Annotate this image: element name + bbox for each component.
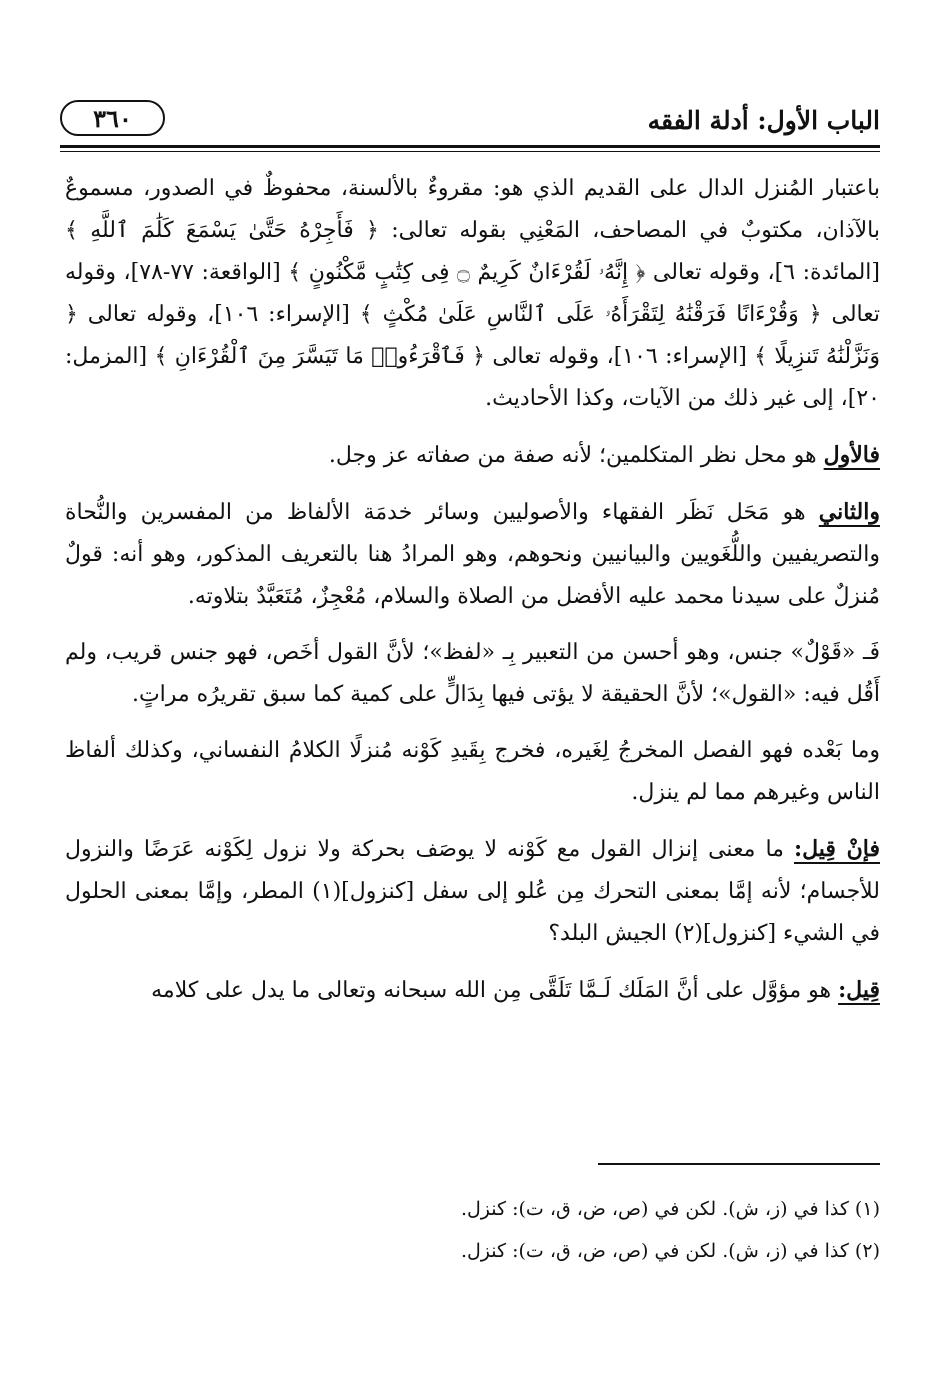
footnotes: [65, 1195, 880, 1279]
header-rule-thick: [60, 145, 880, 148]
paragraph-text: وما بَعْده فهو الفصل المخرجُ لِغَيره، فخرج بِقَيدِ كَوْنه مُنزلًا الكلامُ النفساني، وكذلك ألفاظ الناس وغيرهم مما لم ينزل.: [65, 738, 880, 805]
paragraph-lead: فإنْ قِيل:: [794, 836, 880, 862]
paragraph-text: ما معنى إنزال القول مع كَوْنه لا يوصَف بحركة ولا نزول لِكَوْنه عَرَضًا والنزول للأجسام؛ لأنه إمَّا بمعنى التحرك مِن عُلو إلى سفل [كنزول](١) المطر، وإمَّا بمعنى الحلول في الشيء [كنزول](٢) الجيش البلد؟: [65, 837, 880, 946]
main-text: [65, 168, 880, 1026]
paragraph-6: [65, 828, 880, 955]
paragraph-lead: فالأول: [823, 442, 880, 468]
chapter-title: الباب الأول: أدلة الفقه: [647, 106, 880, 135]
header-rule-thin: [60, 151, 880, 152]
paragraph-4: [65, 632, 880, 716]
footnote-1: (١) كذا في (ز، ش). لكن في (ص، ض، ق، ت): كنزل.: [460, 1198, 880, 1220]
page-number: ٣٦٠: [60, 100, 165, 136]
paragraph-lead: قِيل:: [838, 977, 880, 1003]
paragraph-text: هو محل نظر المتكلمين؛ لأنه صفة من صفاته عز وجل.: [328, 443, 824, 468]
footnote-separator: [598, 1163, 880, 1165]
footnote-2: (٢) كذا في (ز، ش). لكن في (ص، ض، ق، ت): كنزل.: [460, 1240, 880, 1262]
paragraph-text: هو مؤوَّل على أنَّ المَلَك لَـمَّا تَلَقَّى مِن الله سبحانه وتعالى ما يدل على كلامه: [151, 978, 839, 1003]
paragraph-1: [65, 168, 880, 420]
paragraph-text: هو مَحَل نَظَر الفقهاء والأصوليين وسائر خدمَة الألفاظ من المفسرين والنُّحاة والتصريفيين واللُّغَويين والبيانيين ونحوهم، وهو المرادُ هنا بالتعريف المذكور، وهو أنه: قولٌ مُنزلٌ على سيدنا محمد عليه الأفضل من الصلاة والسلام، مُعْجِزٌ، مُتَعَبَّدٌ بتلاوته.: [65, 500, 880, 609]
paragraph-text: فَـ «قَوْلٌ» جنس، وهو أحسن من التعبير بِـ «لفظ»؛ لأنَّ القول أخَص، فهو جنس قريب، ولم أَقُل فيه: «القول»؛ لأنَّ الحقيقة لا يؤتى فيها بِدَالٍّ على كمية كما سبق تقريرُه مراتٍ.: [65, 640, 880, 707]
paragraph-5: [65, 730, 880, 814]
paragraph-text: باعتبار المُنزل الدال على القديم الذي هو: مقروءٌ بالألسنة، محفوظٌ في الصدور، مسموعٌ بالآذان، مكتوبٌ في المصاحف، المَعْنِي بقوله تعالى: ﴿ فَأَجِرْهُ حَتَّىٰ يَسْمَعَ كَلَٰمَ ٱللَّهِ ﴾ [المائدة: ٦]، وقوله تعالى ﴿ إِنَّهُۥ لَقُرْءَانٌ كَرِيمٌ ۝ فِى كِتَٰبٍ مَّكْنُونٍ ﴾ [الواقعة: ٧٧-٧٨]، وقوله تعالى ﴿ وَقُرْءَانًا فَرَقْنَٰهُ لِتَقْرَأَهُۥ عَلَى ٱلنَّاسِ عَلَىٰ مُكْثٍ ﴾ [الإسراء: ١٠٦]، وقوله تعالى ﴿ وَنَزَّلْنَٰهُ تَنزِيلًا ﴾ [الإسراء: ١٠٦]، وقوله تعالى ﴿ فَٱقْرَءُوا۟ مَا تَيَسَّرَ مِنَ ٱلْقُرْءَانِ ﴾ [المزمل: ٢٠]، إلى غير ذلك من الآيات، وكذا الأحاديث.: [65, 176, 881, 411]
paragraph-lead: والثاني: [818, 499, 880, 525]
paragraph-7: [65, 969, 880, 1012]
page-header: [60, 100, 880, 140]
paragraph-2: [65, 434, 880, 477]
paragraph-3: [65, 491, 880, 618]
